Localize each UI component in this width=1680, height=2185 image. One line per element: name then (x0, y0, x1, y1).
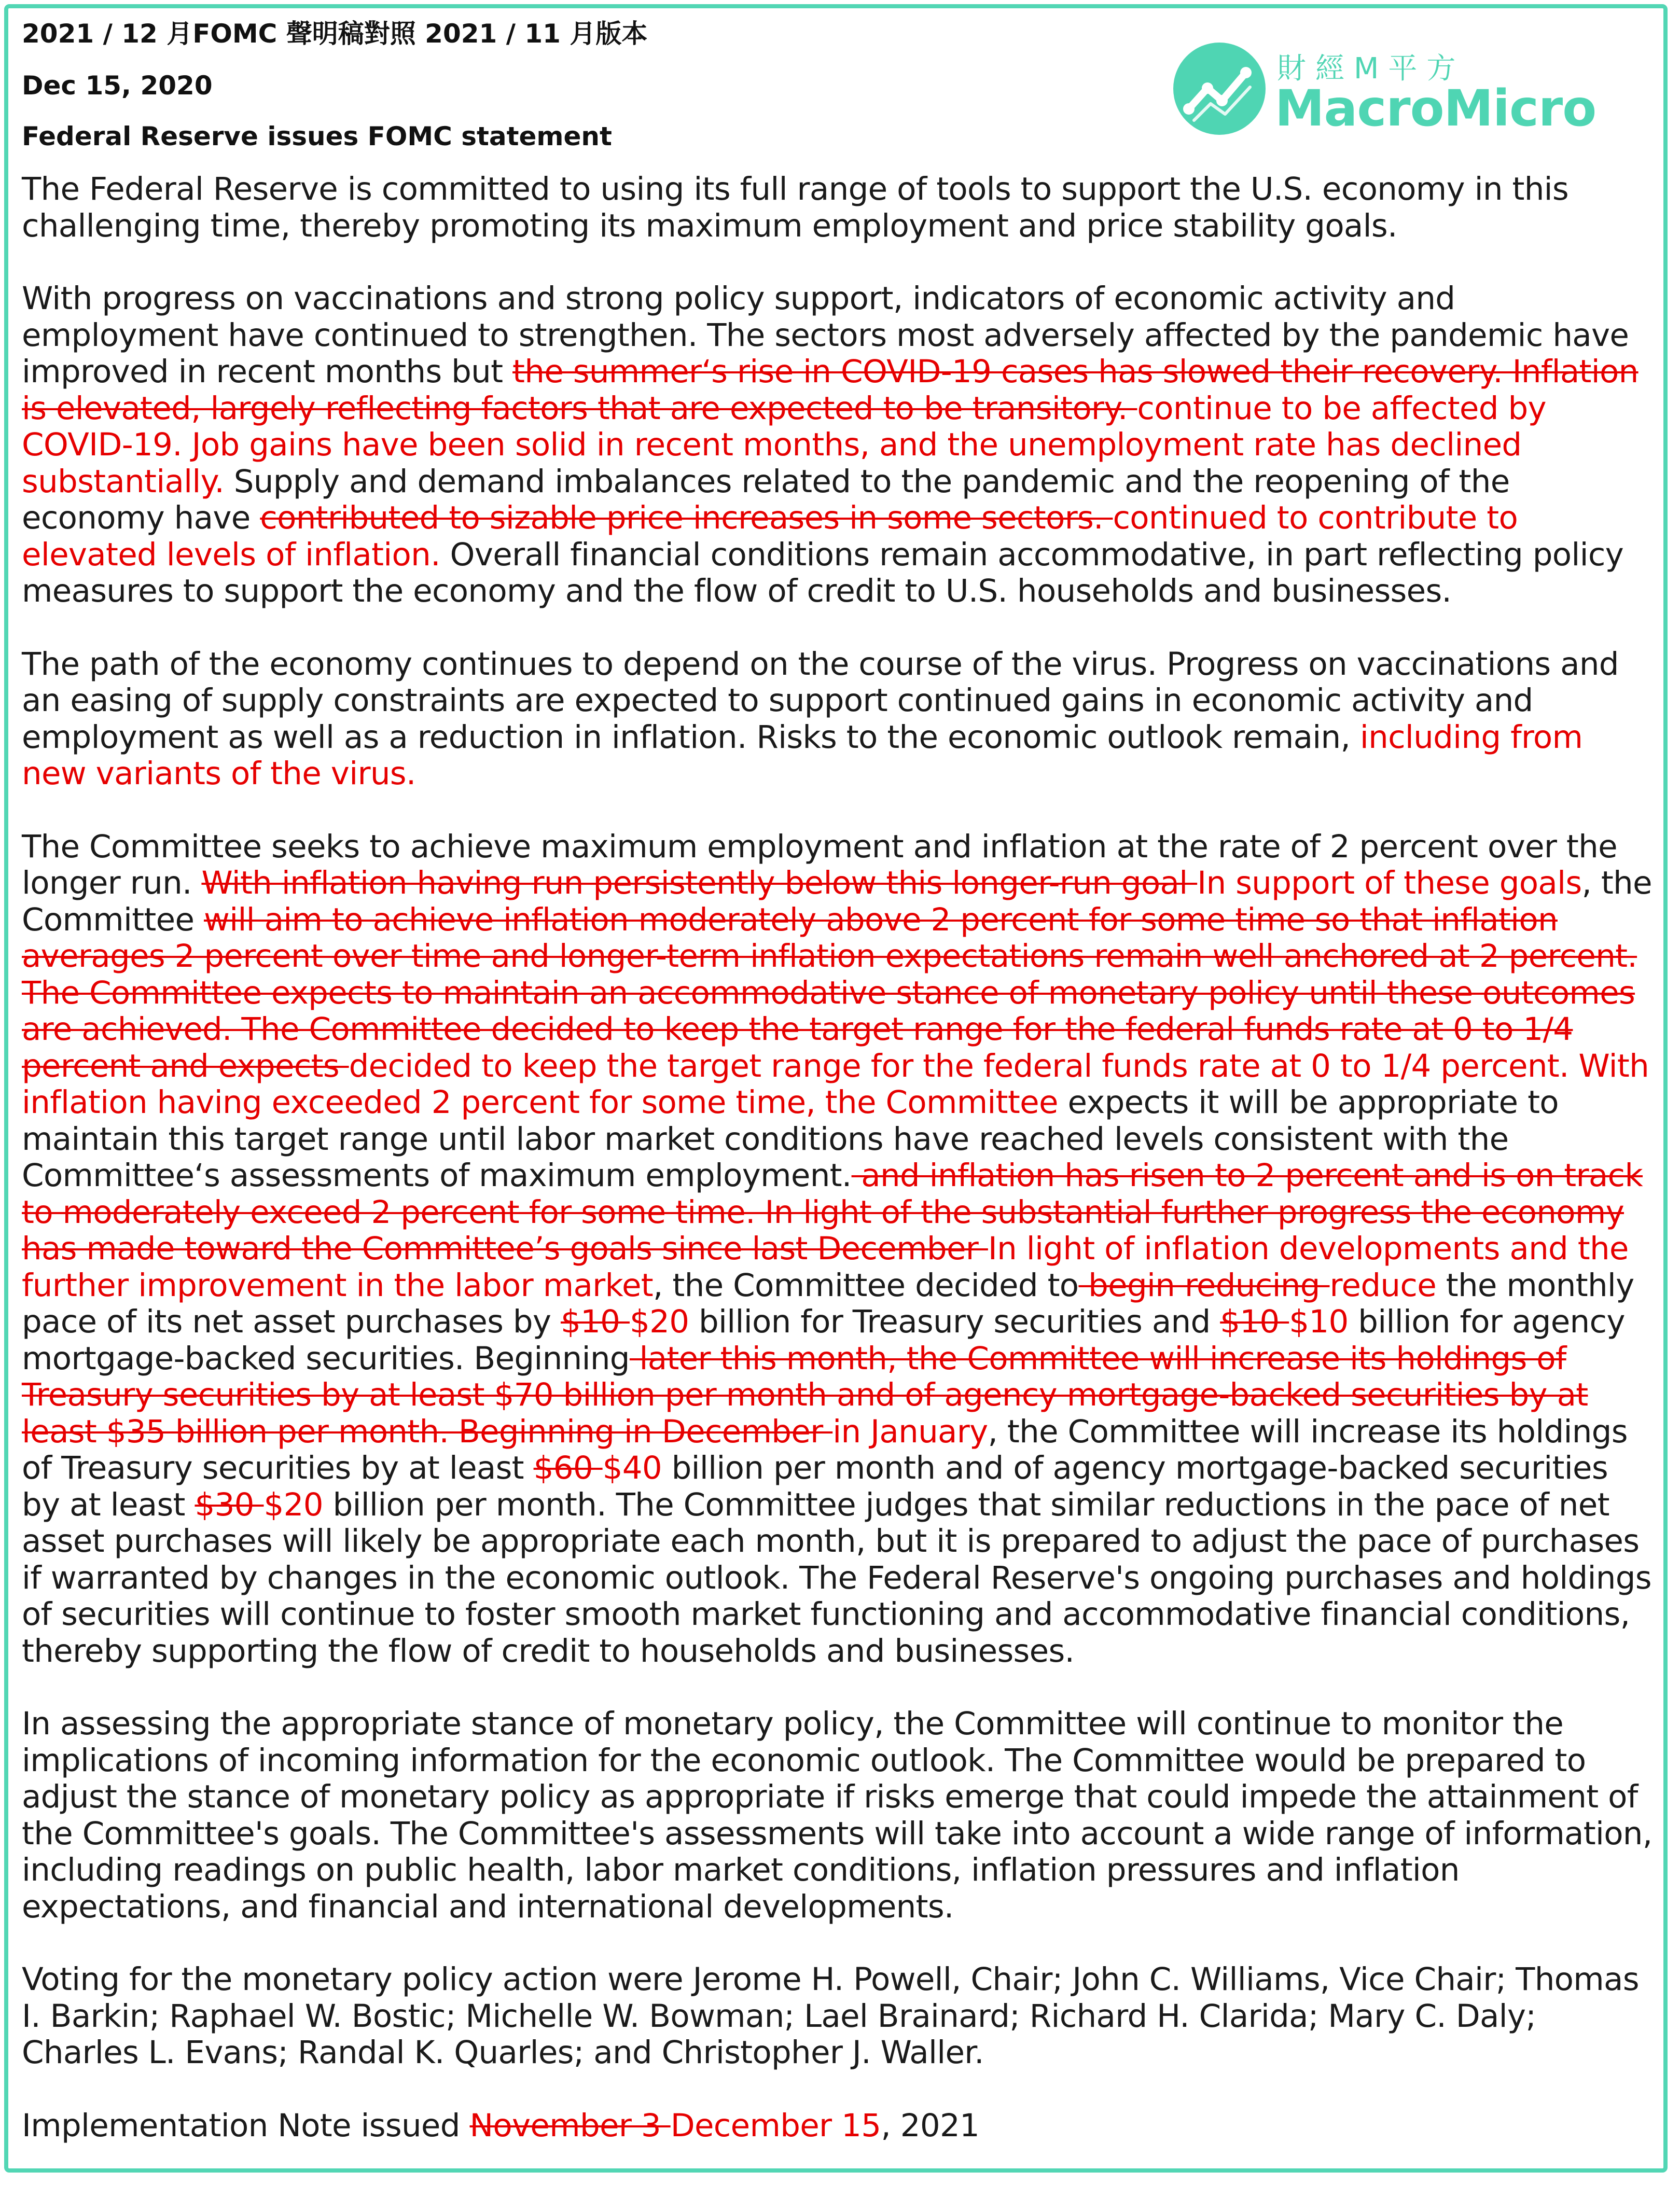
text-segment: billion per month and of agency mortgage-backed securities by at least (22, 1450, 1608, 1523)
deleted-text: $10 (1220, 1303, 1289, 1340)
logo-english-text: MacroMicro (1275, 79, 1596, 137)
text-segment: , the Committee (22, 865, 1652, 938)
paragraph-economic-path (22, 646, 1656, 792)
text-segment: , 2021 (881, 2107, 980, 2144)
paragraph-commitment (22, 171, 1656, 244)
paragraph-voting (22, 1961, 1656, 2071)
deleted-text: contributed to sizable price increases in some sectors. (260, 499, 1113, 536)
text-segment: Voting for the monetary policy action were Jerome H. Powell, Chair; John C. Williams, Vice Chair; Thomas I. Barkin; Raphael W. Bostic; Michelle W. Bowman; Lael Brainard; Richard H. Clarida; Mary C. Daly; Charles L. Evans; Randal K. Quarles; and Christopher J. Waller. (22, 1961, 1639, 2071)
deleted-text: $60 (533, 1450, 603, 1486)
added-text: $20 (629, 1303, 689, 1340)
deleted-text: the summer‘s rise in COVID-19 cases has slowed their recovery. Inflation is elevated, largely reflecting factors that are expected to be transitory. (22, 353, 1639, 427)
text-segment: billion for agency mortgage-backed securities. Beginning (22, 1303, 1625, 1377)
paragraph-policy-decision (22, 829, 1656, 1670)
deleted-text: $10 (560, 1303, 630, 1340)
deleted-text: $30 (195, 1486, 264, 1523)
added-text: reduce (1329, 1267, 1437, 1304)
added-text: In support of these goals (1197, 865, 1582, 901)
added-text: In light of inflation developments and the further improvement in the labor market (22, 1230, 1629, 1304)
added-text: December 15 (670, 2107, 881, 2144)
deleted-text: begin reducing (1078, 1267, 1330, 1304)
text-segment: Supply and demand imbalances related to the pandemic and the reopening of the economy have (22, 463, 1510, 536)
deleted-text: and inflation has risen to 2 percent and is on track to moderately exceed 2 percent for some time. In light of the substantial further progress the economy has made toward the Committee’s goals since last December (22, 1157, 1643, 1267)
logo-chinese-text: 財經M平方 (1277, 52, 1465, 86)
deleted-text: With inflation having run persistently below this longer-run goal (201, 865, 1198, 901)
added-text: continued to contribute to elevated levels of inflation. (22, 499, 1518, 573)
text-segment: billion per month. The Committee judges that similar reductions in the pace of net asset purchases will likely be appropriate each month, but it is prepared to adjust the pace of purchases if warranted by changes in the economic outlook. The Federal Reserve's ongoing purchases and holdings of securities will continue to foster smooth market functioning and accommodative financial conditions, thereby supporting the flow of credit to households and businesses. (22, 1486, 1651, 1669)
added-text: continue to be affected by COVID-19. Job gains have been solid in recent months, and the unemployment rate has declined substantially. (22, 389, 1546, 500)
paragraph-assessing-stance (22, 1706, 1656, 1925)
added-text: $20 (263, 1486, 323, 1523)
added-text: decided to keep the target range for the federal funds rate at 0 to 1/4 percent. With inflation having exceeded 2 percent for some time, the Committee (22, 1047, 1649, 1121)
statement-document (22, 16, 1656, 2144)
text-segment: , the Committee decided to (653, 1267, 1079, 1304)
text-segment: the monthly pace of its net asset purchases by (22, 1267, 1634, 1340)
statement-title: Federal Reserve issues FOMC statement (22, 121, 612, 151)
statement-date: Dec 15, 2020 (22, 71, 213, 101)
text-segment: Implementation Note issued (22, 2107, 470, 2144)
paragraph-implementation-note (22, 2108, 1656, 2145)
text-segment: expects it will be appropriate to maintain this target range until labor market conditions have reached levels consistent with the Committee‘s assessments of maximum employment. (22, 1084, 1559, 1194)
added-text: $10 (1289, 1303, 1349, 1340)
text-segment: The Committee seeks to achieve maximum employment and inflation at the rate of 2 percent over the longer run. (22, 828, 1617, 901)
text-segment: In assessing the appropriate stance of monetary policy, the Committee will continue to monitor the implications of incoming information for the economic outlook. The Committee would be prepared to adjust the stance of monetary policy as appropriate if risks emerge that could impede the attainment of the Committee's goals. The Committee's assessments will take into account a wide range of information, including readings on public health, labor market conditions, inflation pressures and inflation expectations, and financial and international developments. (22, 1705, 1653, 1925)
added-text: in January (832, 1413, 988, 1450)
added-text: including from new variants of the virus. (22, 718, 1583, 792)
comparison-title: 2021 / 12 月FOMC 聲明稿對照 2021 / 11 月版本 (22, 19, 648, 49)
text-segment: The path of the economy continues to depend on the course of the virus. Progress on vaccinations and an easing of supply constraints are expected to support continued gains in economic activity and employment as well as a reduction in inflation. Risks to the economic outlook remain, (22, 645, 1619, 756)
text-segment: , the Committee will increase its holdings of Treasury securities by at least (22, 1413, 1628, 1486)
added-text: $40 (602, 1450, 662, 1486)
deleted-text: will aim to achieve inflation moderately above 2 percent for some time so that inflation averages 2 percent over time and longer-term inflation expectations remain well anchored at 2 percent. The Committee expects to maintain an accommodative stance of monetary policy until these outcomes are achieved. The Committee decided to keep the target range for the federal funds rate at 0 to 1/4 percent and expects (22, 901, 1637, 1084)
text-segment: With progress on vaccinations and strong policy support, indicators of economic activity and employment have continued to strengthen. The sectors most adversely affected by the pandemic have improved in recent months but (22, 280, 1629, 390)
text-segment: Overall financial conditions remain accommodative, in part reflecting policy measures to support the economy and the flow of credit to U.S. households and businesses. (22, 536, 1624, 609)
deleted-text: later this month, the Committee will increase its holdings of Treasury securities by at least $70 billion per month and of agency mortgage-backed securities by at least $35 billion per month. Beginning in December (22, 1340, 1588, 1450)
paragraph-economic-activity (22, 281, 1656, 610)
text-segment: The Federal Reserve is committed to using its full range of tools to support the U.S. economy in this challenging time, thereby promoting its maximum employment and price stability goals. (22, 171, 1569, 244)
text-segment: billion for Treasury securities and (689, 1303, 1220, 1340)
deleted-text: November 3 (469, 2107, 671, 2144)
